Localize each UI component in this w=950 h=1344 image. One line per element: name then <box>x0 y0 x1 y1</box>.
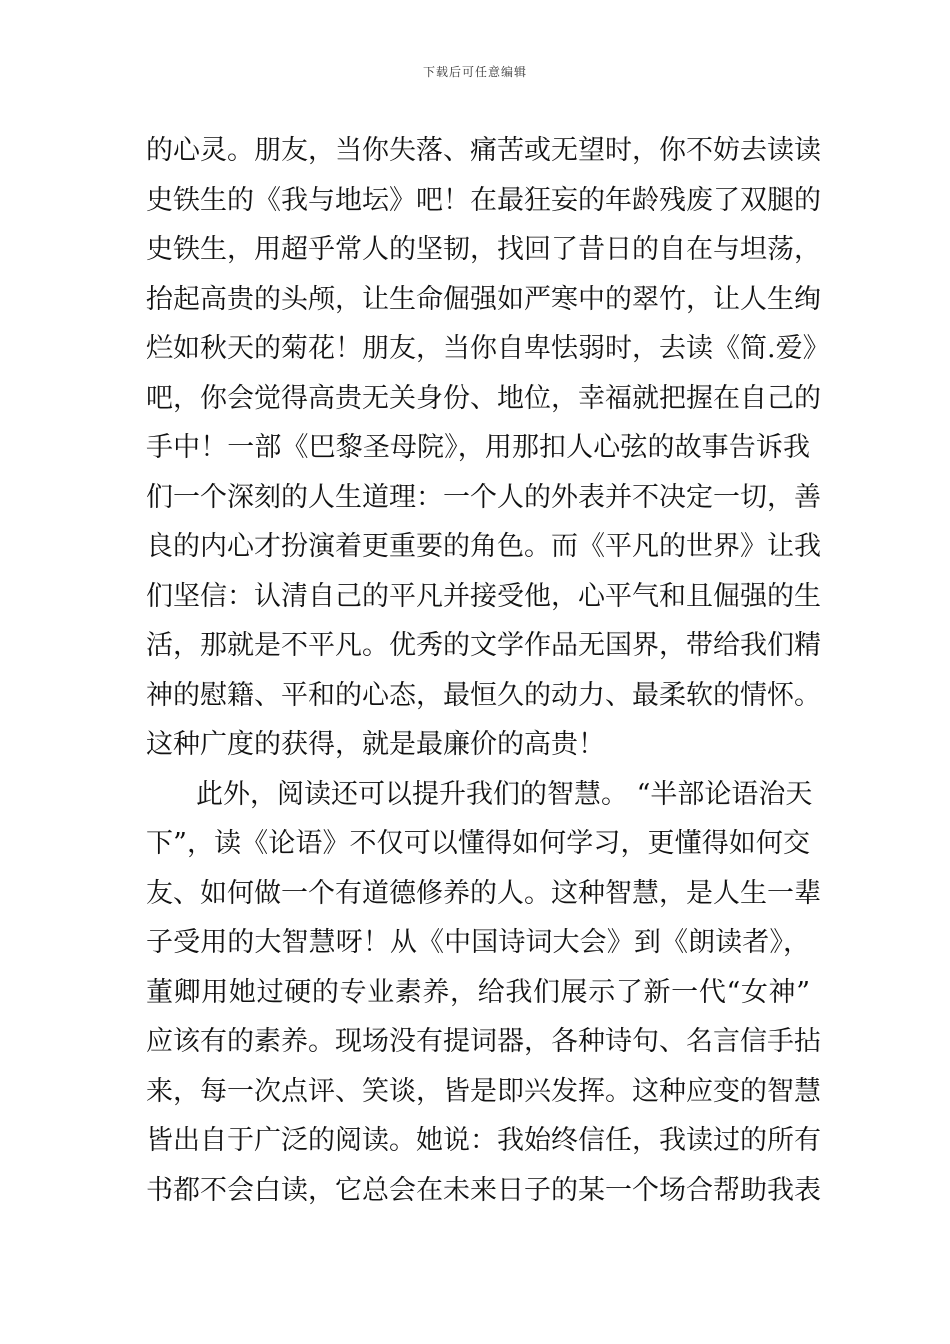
text-line: 史铁生，用超乎常人的坚韧，找回了昔日的自在与坦荡， <box>146 234 821 265</box>
text-line: 应该有的素养。现场没有提词器，各种诗句、名言信手拈 <box>146 1026 821 1057</box>
text-line: 吧，你会觉得高贵无关身份、地位，幸福就把握在自己的 <box>146 382 821 414</box>
document-body <box>146 126 830 1215</box>
text-line: 烂如秋天的菊花！朋友，当你自卑怯弱时，去读《简.爱》 <box>146 333 830 364</box>
text-line: 皆出自于广泛的阅读。她说：我始终信任，我读过的所有 <box>146 1125 821 1156</box>
page-header: 下载后可任意编辑 <box>422 65 527 79</box>
text-line: 良的内心才扮演着更重要的角色。而《平凡的世界》让我 <box>146 531 821 562</box>
text-line: 们坚信：认清自己的平凡并接受他，心平气和且倔强的生 <box>146 580 821 612</box>
text-line: 史铁生的《我与地坛》吧！在最狂妄的年龄残废了双腿的 <box>146 184 821 216</box>
text-line: 的心灵。朋友，当你失落、痛苦或无望时，你不妨去读读 <box>146 135 821 166</box>
text-line: 董卿用她过硬的专业素养，给我们展示了新一代“女神” <box>146 976 810 1008</box>
text-line: 手中！一部《巴黎圣母院》，用那扣人心弦的故事告诉我 <box>146 432 810 463</box>
text-line: 下”，读《论语》不仅可以懂得如何学习，更懂得如何交 <box>146 828 810 859</box>
text-line: 抬起高贵的头颅，让生命倔强如严寒中的翠竹，让人生绚 <box>146 283 821 315</box>
text-line: 子受用的大智慧呀！从《中国诗词大会》到《朗读者》， <box>146 927 810 958</box>
text-line: 活，那就是不平凡。优秀的文学作品无国界，带给我们精 <box>146 630 821 661</box>
text-line: 神的慰籍、平和的心态，最恒久的动力、最柔软的情怀。 <box>146 679 821 711</box>
text-line: 来，每一次点评、笑谈，皆是即兴发挥。这种应变的智慧 <box>146 1075 821 1107</box>
paragraph-start-line: 此外，阅读还可以提升我们的智慧。 “半部论语治天 <box>196 778 813 810</box>
text-line: 们一个深刻的人生道理：一个人的外表并不决定一切，善 <box>146 481 821 513</box>
text-line: 友、如何做一个有道德修养的人。这种智慧，是人生一辈 <box>146 877 821 909</box>
paragraph-end-line: 这种广度的获得，就是最廉价的高贵！ <box>146 729 605 760</box>
text-line: 书都不会白读，它总会在未来日子的某一个场合帮助我表 <box>146 1174 821 1206</box>
